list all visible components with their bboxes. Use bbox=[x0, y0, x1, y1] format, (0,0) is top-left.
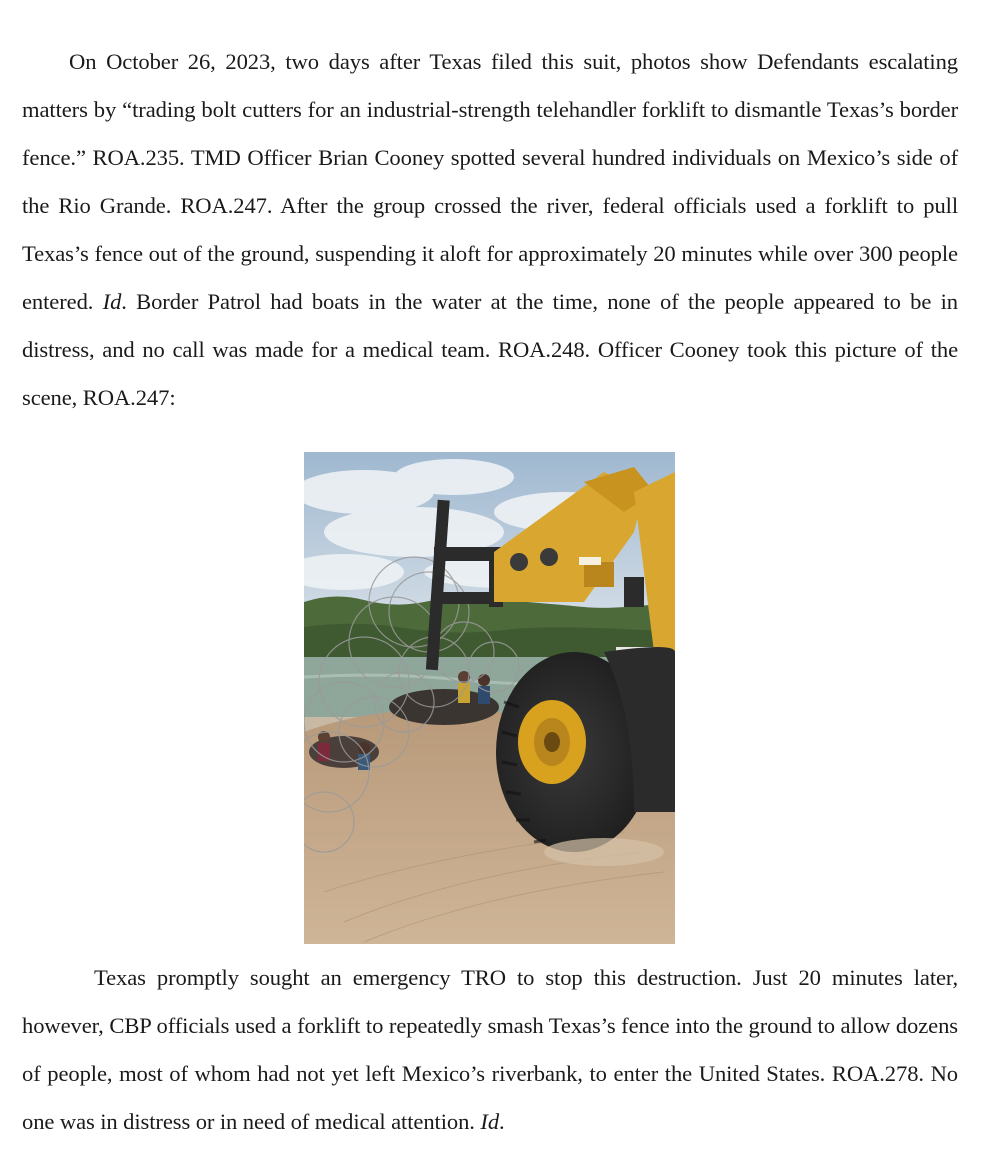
paragraph-text: . bbox=[499, 1109, 505, 1134]
paragraph-text: On October 26, 2023, two days after Texas filed this suit, photos show Defendants escalating matters by “trading bolt cutters for an industrial-strength telehandler forklift to dismantle Texas’s border fence.” ROA.235. TMD Officer Brian Cooney spotted several hundred individuals on Mexico’s side of the Rio Grande. ROA.247. After the group crossed the river, federal officials used a forklift to pull Texas’s fence out of the ground, suspending it aloft for approximately 20 minutes while over 300 people entered. bbox=[22, 49, 958, 314]
scene-photo bbox=[304, 452, 675, 944]
paragraph-text: Texas promptly sought an emergency TRO to stop this destruction. Just 20 minutes later, however, CBP officials used a forklift to repeatedly smash Texas’s fence into the ground to allow dozens of people, most of whom had not yet left Mexico’s riverbank, to enter the United States. ROA.278. No one was in distress or in need of medical attention. bbox=[22, 965, 958, 1134]
id-citation: Id bbox=[102, 289, 122, 314]
scene-photo-illustration bbox=[304, 452, 675, 944]
paragraph-text: . Border Patrol had boats in the water at the time, none of the people appeared to be in distress, and no call was made for a medical team. ROA.248. Officer Cooney took this picture of the scene, ROA.247: bbox=[22, 289, 958, 410]
paragraph-forklift-incident bbox=[22, 38, 958, 422]
dust bbox=[544, 838, 664, 866]
id-citation: Id bbox=[480, 1109, 500, 1134]
paragraph-tro-request bbox=[22, 954, 958, 1146]
document-page bbox=[22, 38, 958, 1146]
